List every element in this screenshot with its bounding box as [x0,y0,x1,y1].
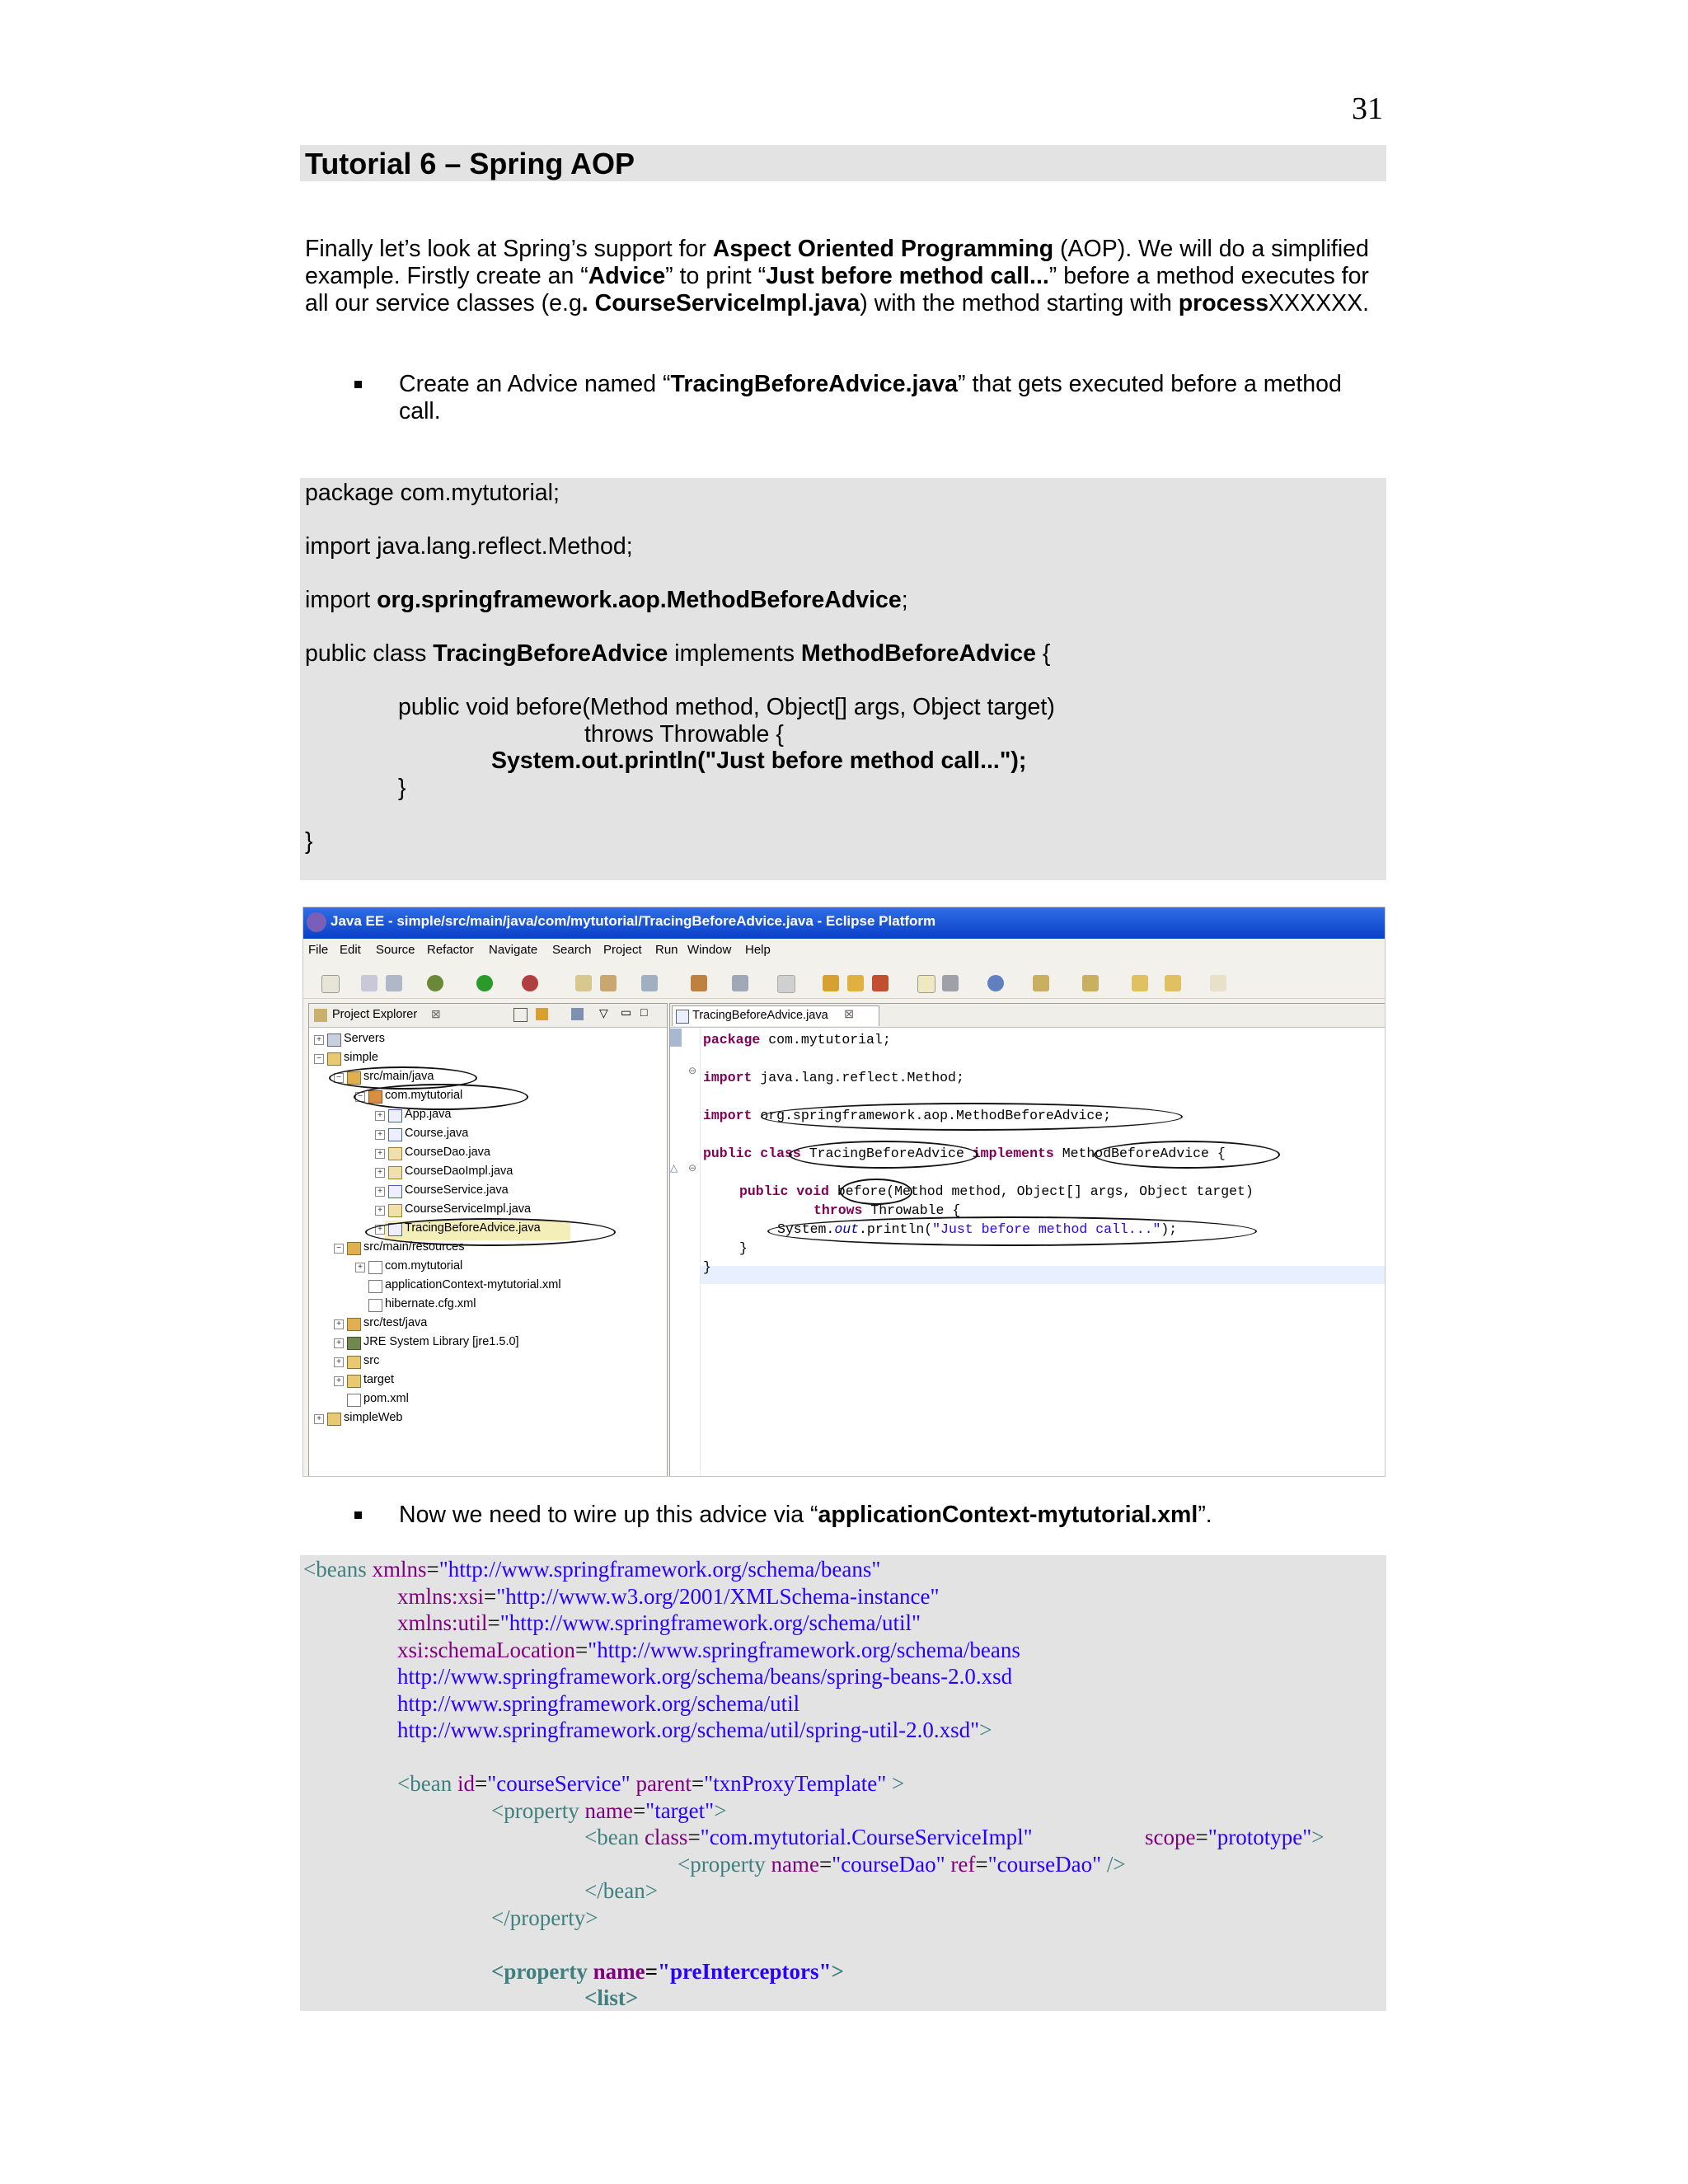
search-icon[interactable] [732,975,748,991]
xml-line: http://www.springframework.org/schema/util [397,1691,800,1716]
editor-code-line [814,1202,960,1218]
annotation-oval [767,1216,1257,1246]
code-part: public class [305,640,434,667]
fold-icon[interactable]: ⊖ [688,1065,697,1076]
code-line: } [398,775,406,801]
xml-line [491,1959,844,1985]
tree-item-resources-package[interactable]: com.mytutorial [385,1259,463,1272]
xml-line [1145,1825,1324,1850]
xml-tag: <bean [584,1825,645,1849]
tree-item-simple[interactable]: simple [344,1051,378,1064]
xml-attr: xmlns:util [397,1610,488,1635]
code-text: java.lang.reflect.Method; [752,1070,964,1085]
window-title-bar [303,907,1385,939]
expand-icon[interactable]: + [314,1035,324,1045]
intro-text: ” to print “ [665,263,767,289]
code-part: ; [901,587,908,613]
editor-code-line [703,1032,891,1047]
xml-value: "courseDao" [987,1852,1102,1877]
xml-tag: <property [491,1959,593,1984]
folder-icon [347,1375,361,1388]
xml-attr: scope [1145,1825,1196,1849]
editor-code-line: } [739,1240,748,1256]
tree-item-app-java[interactable]: App.java [405,1108,452,1121]
bullet-text [399,1502,1380,1529]
collapse-icon[interactable]: − [355,1092,365,1102]
editor-code-line [703,1070,964,1085]
code-keyword: throws [814,1202,863,1218]
xml-value: "courseDao" [832,1852,945,1877]
xml-value: "prototype" [1207,1825,1312,1849]
code-part: implements [668,640,801,667]
xml-tag: > [979,1718,992,1742]
java-editor-panel [669,1003,1386,1477]
xml-attr: xmlns:xsi [397,1584,485,1609]
window-title: Java EE - simple/src/main/java/com/mytutorial/TracingBeforeAdvice.java - Eclipse Platform [331,913,936,929]
xml-eq: = [484,1584,497,1609]
next-annotation-icon[interactable] [1033,975,1049,991]
expand-icon[interactable]: + [375,1206,385,1216]
editor-gutter [670,1028,701,1477]
last-edit-icon[interactable] [1132,975,1148,991]
xml-eq: = [645,1959,659,1984]
code-keyword: import [703,1108,753,1123]
menu-project[interactable]: Project [603,943,642,957]
overview-marker [670,1029,682,1047]
bullet-square-icon [354,381,362,388]
toolbar [303,968,1385,999]
xml-tag: <property [491,1798,585,1823]
xml-attr: xsi:schemaLocation [397,1638,575,1662]
xml-line: http://www.springframework.org/schema/beans/spring-beans-2.0.xsd [397,1664,1013,1689]
code-line: public void before(Method method, Object[] args, Object target) [398,694,1055,720]
tree-item-jre-library[interactable]: JRE System Library [jre1.5.0] [363,1335,519,1348]
project-icon [327,1413,341,1426]
code-keyword: public void [739,1183,829,1199]
code-line: throws Throwable { [584,721,784,748]
code-text: MethodBeforeAdvice { [1053,1146,1226,1161]
tree-item-courseserviceimpl-java[interactable]: CourseServiceImpl.java [405,1202,532,1216]
pen-icon[interactable] [872,975,889,991]
code-keyword: public class [703,1146,801,1161]
override-marker-icon: △ [670,1162,678,1174]
bullet-square-icon [354,1511,362,1519]
code-text: before(Method method, Object[] args, Object target) [828,1183,1254,1199]
intro-bold: process [1178,290,1269,316]
xml-value: "http://www.springframework.org/schema/util" [499,1610,921,1635]
xml-eq: = [818,1852,832,1877]
code-bold: org.springframework.aop.MethodBeforeAdvice [377,587,902,613]
forward-icon[interactable] [1210,975,1226,991]
annotation-oval [354,1084,528,1110]
xml-eq: = [691,1771,705,1796]
menu-help[interactable]: Help [745,943,771,957]
xml-attr: name [771,1852,819,1877]
link-with-editor-icon[interactable] [536,1008,548,1020]
fold-icon[interactable]: ⊖ [688,1162,697,1174]
intro-bold: Just before method call... [766,263,1049,289]
run-icon[interactable] [476,975,493,991]
xml-value: http://www.springframework.org/schema/util/spring-util-2.0.xsd" [397,1718,980,1742]
source-folder-icon [347,1242,361,1255]
menu-bar [303,940,1385,963]
annotation-oval [1094,1141,1280,1169]
java-file-icon [388,1166,402,1179]
editor-code-line: } [703,1259,711,1275]
collapse-all-icon[interactable] [513,1008,528,1022]
code-line [305,640,1050,668]
eclipse-logo-icon [307,912,326,932]
minimize-icon[interactable]: ▭ [621,1005,632,1019]
xml-file-icon [347,1394,361,1407]
menu-edit[interactable]: Edit [340,943,361,957]
tree-item-simpleweb[interactable]: simpleWeb [344,1411,403,1424]
intro-paragraph [305,236,1376,317]
xml-attr: id [457,1771,475,1796]
open-type-icon[interactable] [691,975,707,991]
close-view-icon[interactable]: ⊠ [431,1007,441,1020]
editor-code-line [739,1183,1254,1199]
current-line-highlight [701,1266,1385,1284]
annotation-oval [840,1179,912,1205]
new-java-project-icon[interactable] [575,975,592,991]
tree-item-course-java[interactable]: Course.java [405,1127,469,1140]
close-tab-icon[interactable]: ⊠ [844,1008,855,1021]
code-bold: TracingBeforeAdvice [433,640,668,667]
xml-value: "com.mytutorial.CourseServiceImpl" [700,1825,1033,1849]
tree-item-src-test-java[interactable]: src/test/java [363,1316,428,1329]
code-line: package com.mytutorial; [305,480,560,506]
xml-value: "http://www.springframework.org/schema/beans" [438,1557,881,1582]
xml-eq: = [574,1638,588,1662]
project-explorer-icon [314,1009,327,1022]
xml-line [678,1852,1126,1877]
code-keyword: implements [972,1146,1054,1161]
expand-icon[interactable]: + [375,1111,385,1121]
project-explorer-title[interactable]: Project Explorer [332,1008,418,1021]
tree-item-target[interactable]: target [363,1373,395,1386]
debug-icon[interactable] [427,975,443,991]
xml-line: </property> [491,1905,598,1930]
xml-tag: <property [678,1852,771,1877]
editor-tab-bar [670,1004,1386,1028]
xml-line [584,1825,1033,1850]
xml-tag: > [831,1959,844,1984]
java-file-icon [388,1128,402,1141]
view-menu-icon[interactable] [571,1008,584,1020]
xml-eq: = [474,1771,488,1796]
web-browser-icon[interactable] [987,975,1004,991]
menu-source[interactable]: Source [376,943,415,957]
code-text: com.mytutorial; [760,1032,891,1047]
tree-item-coursedao-java[interactable]: CourseDao.java [405,1146,490,1159]
intro-text: ” before a method executes for all our service classes (e.g [305,263,1369,316]
tree-item-courseservice-java[interactable]: CourseService.java [405,1183,509,1197]
code-bold: MethodBeforeAdvice [800,640,1036,667]
intro-bold: . CourseServiceImpl.java [581,290,860,316]
server-icon[interactable] [641,975,658,991]
xml-line [397,1771,904,1797]
tree-item-tracingbeforeadvice-java[interactable]: TracingBeforeAdvice.java [405,1221,541,1235]
xml-tag: > [714,1798,727,1823]
chevron-down-icon[interactable]: ▽ [599,1006,608,1019]
code-line: import java.lang.reflect.Method; [305,533,633,560]
xml-eq: = [426,1557,439,1582]
intro-text: (AOP). We will do a simplified example. Firstly create an “ [305,236,1369,289]
mark-occurrences-icon[interactable] [917,975,935,993]
previous-annotation-icon[interactable] [1082,975,1099,991]
xml-attr: name [584,1798,633,1823]
expand-icon[interactable]: + [334,1319,344,1329]
xml-code-block [300,1555,1386,2011]
code-part: { [1035,640,1051,667]
xml-eq: = [687,1825,701,1849]
tree-item-coursedaoimpl-java[interactable]: CourseDaoImpl.java [405,1165,513,1178]
bullet-bold: TracingBeforeAdvice.java [670,371,959,397]
xml-attr: ref [945,1852,976,1877]
expand-icon[interactable]: + [334,1376,344,1386]
intro-bold: Aspect Oriented Programming [712,236,1054,262]
xml-eq: = [1195,1825,1208,1849]
xml-value: "preInterceptors" [658,1959,832,1984]
annotation-oval [365,1218,616,1246]
save-icon[interactable] [361,975,377,991]
editor-tab-label: TracingBeforeAdvice.java [692,1009,828,1022]
intro-text: Finally let’s look at Spring’s support for [305,236,713,262]
xml-attr: class [644,1825,688,1849]
intro-text: ) with the method starting with [860,290,1179,316]
section-heading-bar [300,145,1386,181]
xml-line [491,1798,726,1824]
xml-value: "target" [645,1798,715,1823]
expand-icon[interactable]: + [375,1149,385,1159]
code-text: org.springframework.aop.MethodBeforeAdvice; [752,1108,1112,1123]
page-number: 31 [1352,91,1383,126]
code-field: out [834,1221,860,1237]
xml-line [397,1610,921,1636]
expand-icon[interactable]: + [375,1130,385,1140]
java-file-icon [388,1109,402,1122]
xml-line [397,1718,992,1743]
xml-file-icon [368,1280,382,1293]
back-icon[interactable] [1165,975,1181,991]
code-text: .println( [859,1221,933,1237]
expand-icon[interactable]: + [334,1357,344,1367]
new-icon[interactable] [321,975,340,993]
collapse-icon[interactable]: − [334,1244,344,1254]
annotation-oval [789,1141,978,1169]
annotation-icon[interactable] [777,975,795,993]
xml-attr: parent [630,1771,692,1796]
tree-item-src-main-java[interactable]: src/main/java [363,1070,434,1083]
expand-icon[interactable]: + [334,1338,344,1348]
project-explorer-header [309,1004,667,1028]
section-heading: Tutorial 6 – Spring AOP [305,147,635,180]
code-text: System. [777,1221,835,1237]
collapse-icon[interactable]: − [334,1073,344,1083]
print-icon[interactable] [386,975,402,991]
tree-item-hibernate-xml[interactable]: hibernate.cfg.xml [385,1297,476,1310]
bullet-text-part: Create an Advice named “ [399,371,671,397]
code-line [305,587,908,614]
java-code-block [300,478,1386,880]
bullet-text-part: ” that gets executed before a method call. [399,371,1342,424]
xml-attr: xmlns [372,1557,427,1582]
tree-item-servers[interactable]: Servers [344,1032,385,1045]
xml-tag: /> [1101,1852,1126,1877]
expand-icon[interactable]: + [375,1187,385,1197]
expand-icon[interactable]: + [355,1263,365,1272]
expand-icon[interactable]: + [375,1168,385,1178]
bullet-text-part: Now we need to wire up this advice via “ [399,1502,818,1528]
code-line: System.out.println("Just before method call..."); [491,748,1027,774]
package-icon [368,1261,382,1274]
bullet-bold: applicationContext-mytutorial.xml [818,1502,1198,1528]
xml-value: "http://www.w3.org/2001/XMLSchema-instance" [496,1584,940,1609]
project-icon [327,1052,341,1066]
bullet-text-part: ”. [1198,1502,1212,1528]
code-text: Throwable { [862,1202,961,1218]
library-icon [347,1337,361,1350]
bullet-text [399,371,1380,425]
servers-folder-icon [327,1033,341,1047]
menu-window[interactable]: Window [687,943,732,957]
eclipse-screenshot [302,907,1386,1477]
source-folder-icon [347,1318,361,1331]
menu-search[interactable]: Search [552,943,592,957]
project-explorer-panel [308,1003,668,1477]
xml-value: "http://www.springframework.org/schema/beans [588,1638,1020,1662]
external-tools-icon[interactable] [522,975,538,991]
tree-item-src-main-resources[interactable]: src/main/resources [363,1240,465,1254]
xml-eq: = [975,1852,988,1877]
folder-icon [347,1356,361,1369]
code-string: "Just before method call..." [932,1221,1161,1237]
code-line: } [305,828,313,855]
tree-item-applicationcontext-xml[interactable]: applicationContext-mytutorial.xml [385,1278,561,1291]
intro-bold: Advice [588,263,666,289]
xml-tag: > [1311,1825,1325,1849]
xml-line [303,1557,880,1582]
menu-refactor[interactable]: Refactor [427,943,474,957]
xml-line: <list> [584,1985,639,2010]
xml-value: "courseService" [487,1771,631,1796]
expand-icon[interactable]: + [375,1225,385,1235]
xml-tag: <beans [303,1557,373,1582]
code-text: TracingBeforeAdvice [800,1146,973,1161]
xml-tag: <bean [397,1771,457,1796]
tree-item-pom-xml[interactable]: pom.xml [363,1392,409,1405]
xml-tag: > [886,1771,905,1796]
xml-line: </bean> [584,1878,658,1903]
code-keyword: package [703,1032,761,1047]
expand-icon[interactable]: + [314,1414,324,1424]
folder-icon[interactable] [847,975,864,991]
open-folder-icon[interactable] [823,975,839,991]
java-file-icon [388,1204,402,1217]
annotation-oval [761,1103,1183,1131]
collapse-icon[interactable]: − [314,1054,324,1064]
toggle-icon[interactable] [942,975,959,991]
xml-eq: = [487,1610,500,1635]
maximize-icon[interactable]: □ [640,1005,648,1019]
menu-navigate[interactable]: Navigate [489,943,538,957]
xml-line [397,1584,939,1610]
menu-file[interactable]: File [308,943,329,957]
xml-line [397,1638,1020,1663]
java-file-icon [388,1185,402,1198]
tree-item-package[interactable]: com.mytutorial [385,1089,463,1102]
xml-file-icon [368,1299,382,1312]
xml-value: "txnProxyTemplate" [704,1771,887,1796]
intro-text: XXXXXX. [1268,290,1370,316]
editor-tab-tracingbeforeadvice[interactable] [672,1005,879,1026]
menu-run[interactable]: Run [655,943,678,957]
tree-item-src[interactable]: src [363,1354,380,1367]
java-file-icon [388,1147,402,1160]
xml-eq: = [632,1798,646,1823]
code-keyword: import [703,1070,753,1085]
java-file-icon [676,1010,689,1024]
code-part: import [305,587,377,613]
xml-attr: name [593,1959,645,1984]
new-package-icon[interactable] [600,975,617,991]
code-text: ); [1160,1221,1178,1237]
